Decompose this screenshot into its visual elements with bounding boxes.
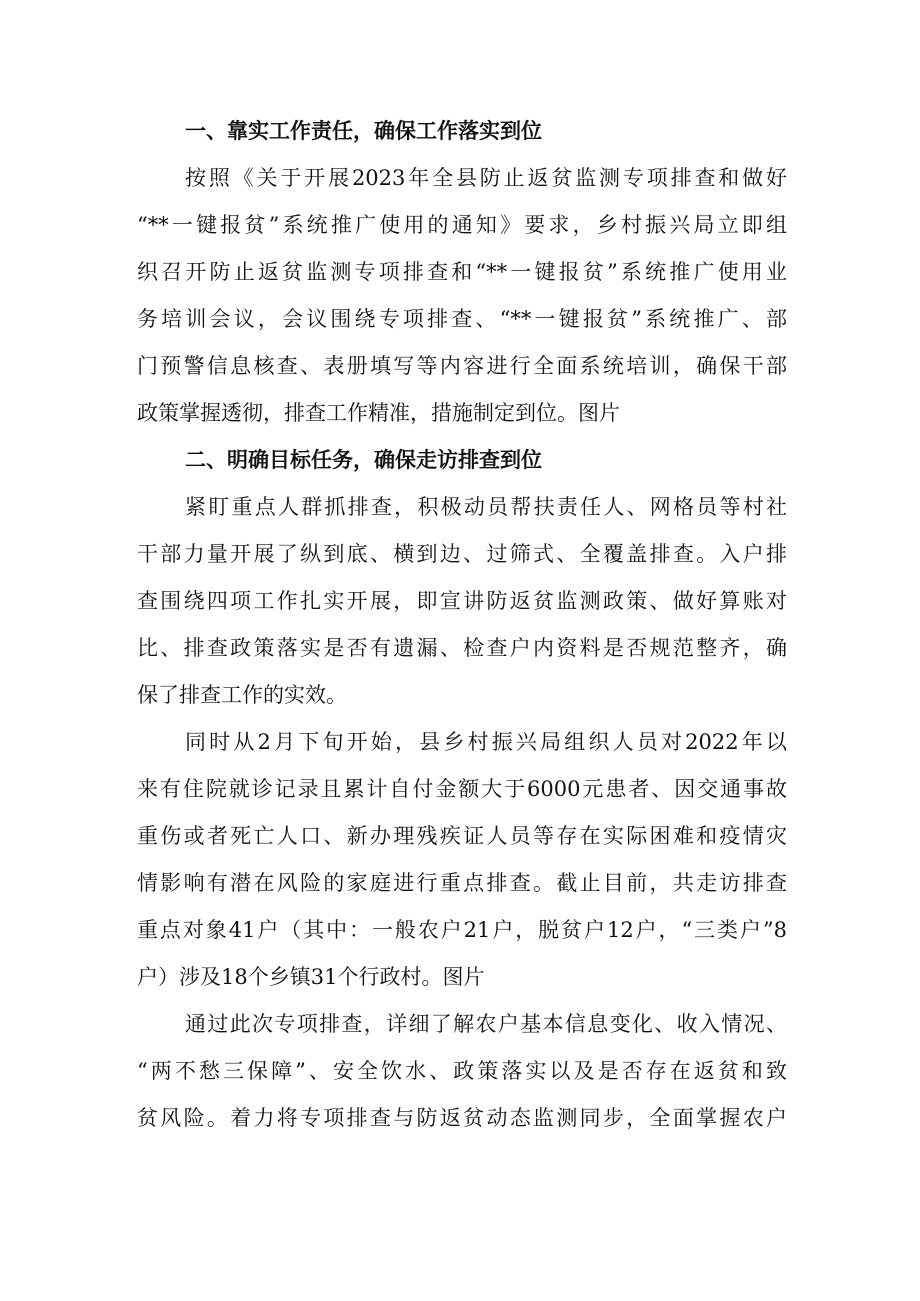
paragraph-line: 干部力量开展了纵到底、横到边、过筛式、全覆盖排查。入户排 — [137, 542, 787, 566]
paragraph-line: 紧盯重点人群抓排查，积极动员帮扶责任人、网格员等村社 — [185, 495, 787, 519]
paragraph-line: 来有住院就诊记录且累计自付金额大于6000元患者、因交通事故 — [137, 777, 787, 801]
paragraph-line: “**一键报贫”系统推广使用的通知》要求，乡村振兴局立即组 — [137, 213, 787, 237]
paragraph-line: 政策掌握透彻，排查工作精准，措施制定到位。图片 — [137, 401, 620, 425]
paragraph-line: 按照《关于开展2023年全县防止返贫监测专项排查和做好 — [185, 166, 787, 190]
paragraph-line: 比、排查政策落实是否有遗漏、检查户内资料是否规范整齐，确 — [137, 636, 787, 660]
paragraph-line: 贫风险。着力将专项排查与防返贫动态监测同步，全面掌握农户 — [137, 1106, 787, 1130]
paragraph-line: 重点对象41户（其中：一般农户21户，脱贫户12户，“三类户”8 — [137, 918, 787, 942]
paragraph-line: 务培训会议，会议围绕专项排查、“**一键报贫”系统推广、部 — [137, 307, 787, 331]
paragraph-line: 织召开防止返贫监测专项排查和“**一键报贫”系统推广使用业 — [137, 260, 787, 284]
paragraph-4 — [137, 1001, 787, 1142]
paragraph-line: 通过此次专项排查，详细了解农户基本信息变化、收入情况、 — [185, 1012, 787, 1036]
paragraph-3 — [137, 719, 787, 1001]
section-heading-1: 一、靠实工作责任，确保工作落实到位 — [185, 119, 542, 143]
section-heading-2: 二、明确目标任务，确保走访排查到位 — [185, 448, 542, 472]
paragraph-line: 户）涉及18个乡镇31个行政村。图片 — [137, 965, 485, 989]
paragraph-line: 重伤或者死亡人口、新办理残疾证人员等存在实际困难和疫情灾 — [137, 824, 787, 848]
document-body — [137, 108, 787, 1142]
paragraph-line: 情影响有潜在风险的家庭进行重点排查。截止目前，共走访排查 — [137, 871, 787, 895]
paragraph-line: 保了排查工作的实效。 — [137, 683, 347, 707]
paragraph-line: 门预警信息核查、表册填写等内容进行全面系统培训，确保干部 — [137, 354, 787, 378]
paragraph-line: 同时从2月下旬开始，县乡村振兴局组织人员对2022年以 — [185, 730, 787, 754]
paragraph-line: 查围绕四项工作扎实开展，即宣讲防返贫监测政策、做好算账对 — [137, 589, 787, 613]
paragraph-line: “两不愁三保障”、安全饮水、政策落实以及是否存在返贫和致 — [137, 1059, 787, 1083]
paragraph-1 — [137, 155, 787, 437]
paragraph-2 — [137, 484, 787, 719]
